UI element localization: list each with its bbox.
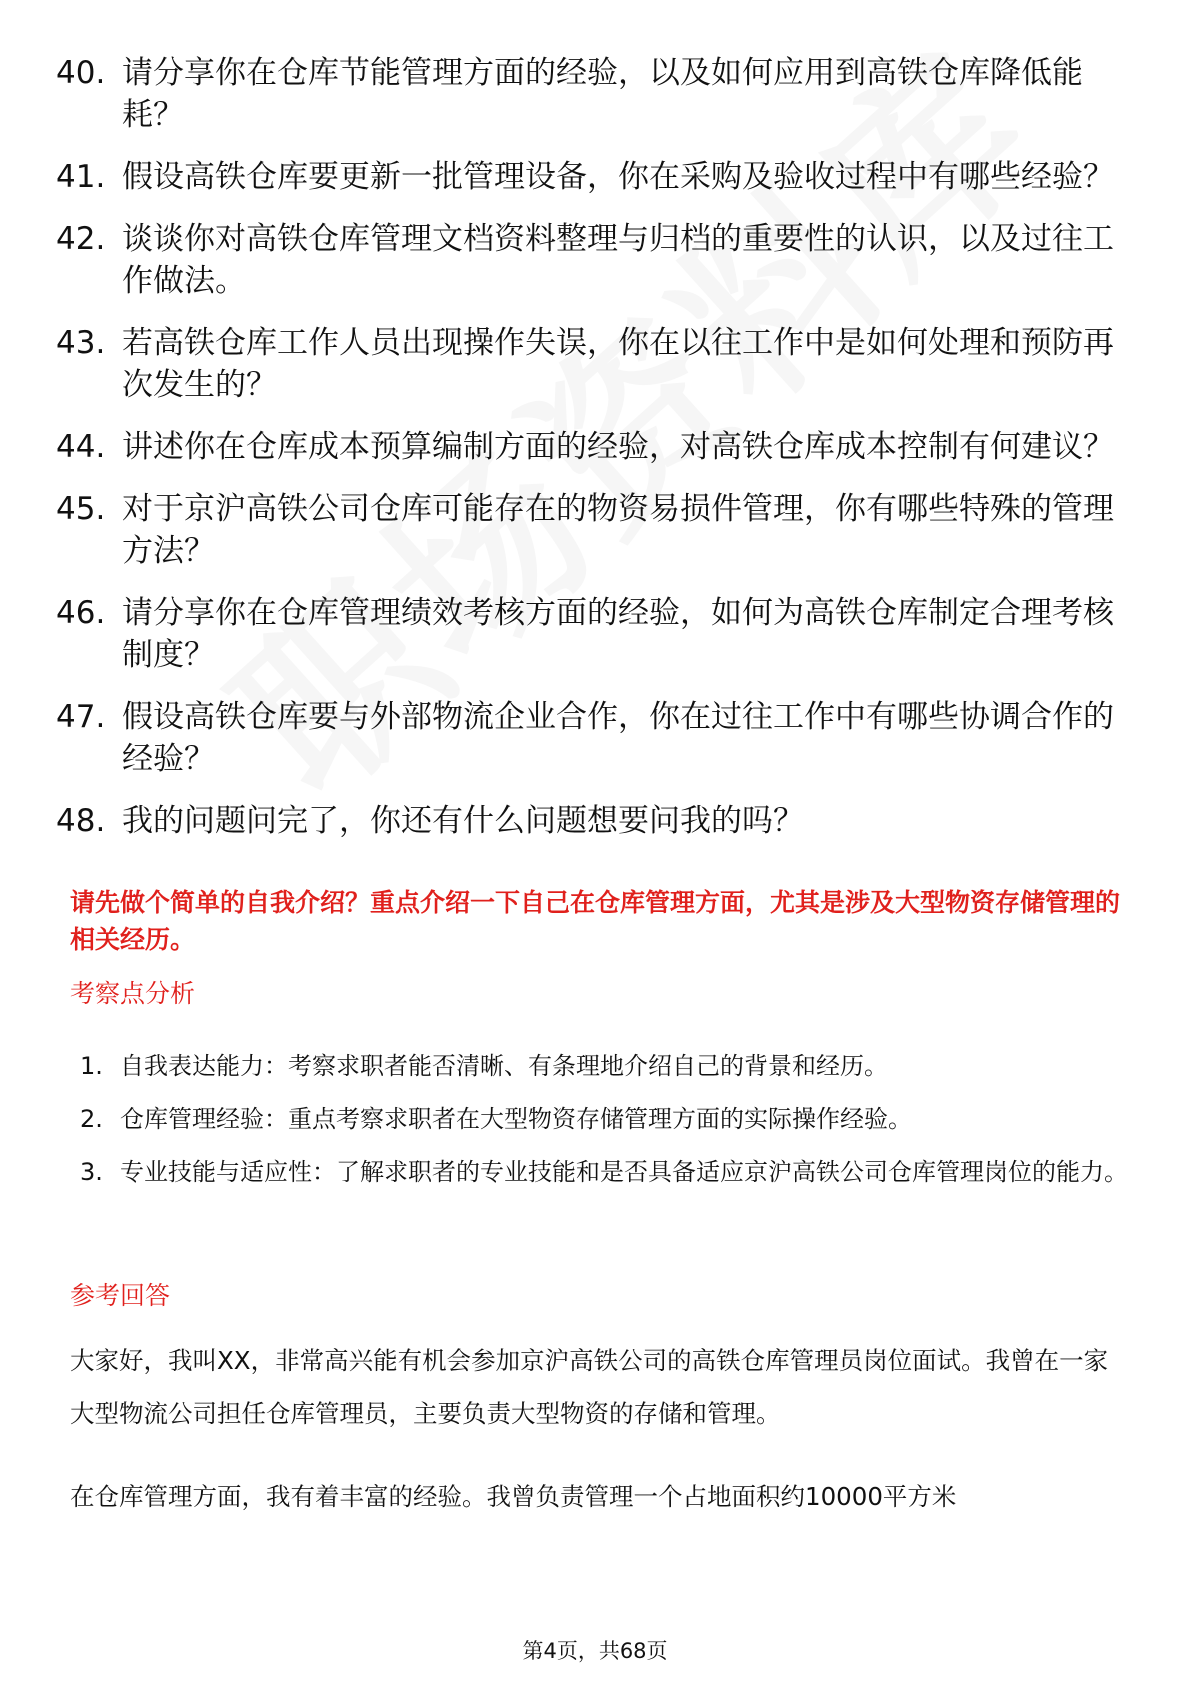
question-number: 42. — [56, 221, 106, 257]
analysis-item — [80, 1146, 1130, 1199]
analysis-text: 自我表达能力：考察求职者能否清晰、有条理地介绍自己的背景和经历。 — [120, 1052, 888, 1080]
analysis-text: 仓库管理经验：重点考察求职者在大型物资存储管理方面的实际操作经验。 — [120, 1105, 912, 1133]
question-item — [56, 156, 1136, 198]
question-number: 40. — [56, 55, 106, 91]
question-list — [56, 52, 1136, 862]
question-item — [56, 218, 1136, 302]
highlight-question: 请先做个简单的自我介绍？重点介绍一下自己在仓库管理方面，尤其是涉及大型物资存储管理的相关经历。 — [70, 888, 1121, 954]
question-number: 45. — [56, 491, 106, 527]
analysis-number: 3. — [80, 1158, 103, 1186]
answer-title: 参考回答 — [70, 1281, 171, 1310]
question-text: 讲述你在仓库成本预算编制方面的经验，对高铁仓库成本控制有何建议？ — [122, 429, 1114, 465]
question-text: 请分享你在仓库节能管理方面的经验，以及如何应用到高铁仓库降低能耗？ — [122, 55, 1083, 133]
question-item — [56, 52, 1136, 136]
question-item — [56, 488, 1136, 572]
analysis-text: 专业技能与适应性：了解求职者的专业技能和是否具备适应京沪高铁公司仓库管理岗位的能力。 — [120, 1158, 1128, 1186]
page-footer: 第4页，共68页 — [522, 1639, 668, 1663]
question-item — [56, 426, 1136, 468]
question-text: 我的问题问完了，你还有什么问题想要问我的吗？ — [122, 803, 804, 839]
question-text: 若高铁仓库工作人员出现操作失误，你在以往工作中是如何处理和预防再次发生的？ — [122, 325, 1114, 403]
analysis-list — [80, 1040, 1130, 1199]
question-item — [56, 322, 1136, 406]
question-text: 假设高铁仓库要与外部物流企业合作，你在过往工作中有哪些协调合作的经验？ — [122, 699, 1114, 777]
analysis-item — [80, 1093, 1130, 1146]
question-text: 对于京沪高铁公司仓库可能存在的物资易损件管理，你有哪些特殊的管理方法？ — [122, 491, 1114, 569]
question-number: 43. — [56, 325, 106, 361]
question-text: 请分享你在仓库管理绩效考核方面的经验，如何为高铁仓库制定合理考核制度？ — [122, 595, 1114, 673]
analysis-number: 1. — [80, 1052, 103, 1080]
question-number: 44. — [56, 429, 106, 465]
question-number: 47. — [56, 699, 106, 735]
question-item — [56, 800, 1136, 842]
question-item — [56, 696, 1136, 780]
analysis-title: 考察点分析 — [70, 979, 196, 1008]
analysis-number: 2. — [80, 1105, 103, 1133]
answer-paragraph: 在仓库管理方面，我有着丰富的经验。我曾负责管理一个占地面积约10000平方米 — [70, 1482, 957, 1511]
question-number: 48. — [56, 803, 106, 839]
answer-paragraph: 大家好，我叫XX，非常高兴能有机会参加京沪高铁公司的高铁仓库管理员岗位面试。我曾在一家大型物流公司担任仓库管理员，主要负责大型物资的存储和管理。 — [70, 1346, 1109, 1428]
question-text: 谈谈你对高铁仓库管理文档资料整理与归档的重要性的认识，以及过往工作做法。 — [122, 221, 1114, 299]
analysis-item — [80, 1040, 1130, 1093]
question-number: 41. — [56, 159, 106, 195]
question-item — [56, 592, 1136, 676]
question-text: 假设高铁仓库要更新一批管理设备，你在采购及验收过程中有哪些经验？ — [122, 159, 1114, 195]
question-number: 46. — [56, 595, 106, 631]
